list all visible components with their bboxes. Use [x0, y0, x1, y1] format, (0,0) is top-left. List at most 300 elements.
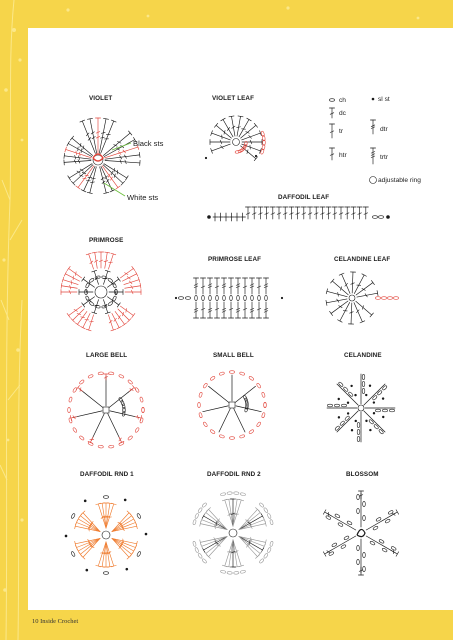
stitch-stroke [88, 527, 89, 531]
chain-stitch [223, 295, 226, 300]
centre-ring [229, 402, 235, 408]
chain-stitch [210, 376, 216, 381]
stitch-stroke [91, 182, 95, 183]
chain-stitch [136, 551, 141, 557]
stitch-stroke [209, 509, 227, 529]
pointer-black-sts [112, 143, 131, 150]
stitch-stroke [63, 280, 78, 285]
adjustable-ring [233, 139, 240, 146]
chain-stitch [249, 376, 255, 381]
stitch-stroke [229, 540, 233, 567]
chain-stitch [239, 434, 245, 438]
chain-stitch [108, 278, 114, 283]
chain-stitch [88, 441, 94, 446]
chain-stitch [195, 295, 198, 300]
chain-stitch [112, 283, 117, 289]
key-htr: htr [339, 152, 347, 159]
chain-stitch [203, 383, 208, 389]
chain-stitch [393, 297, 398, 300]
label-blossom: BLOSSOM [346, 471, 379, 478]
chain-stitch [220, 492, 226, 496]
label-large-bell: LARGE BELL [86, 352, 128, 359]
stitch-stroke [72, 138, 93, 155]
stitch-stroke [83, 178, 87, 179]
stitch-stroke [354, 275, 364, 294]
stitch-stroke [338, 292, 339, 296]
chain-stitch [357, 436, 360, 441]
slip-stitch [347, 412, 349, 414]
stitch-stroke [117, 170, 118, 174]
chain-stitch [219, 434, 225, 438]
chain-stitch [327, 404, 332, 407]
chain-stitch [203, 422, 208, 428]
label-violet: VIOLET [89, 95, 113, 102]
chain-stitch [357, 429, 360, 434]
chain-stitch [258, 295, 261, 300]
slip-stitch [373, 412, 375, 414]
chain-stitch [79, 379, 85, 384]
chain-stitch [219, 372, 225, 376]
stitch-stroke [89, 315, 94, 330]
chain-stitch [385, 519, 391, 524]
stitch-stroke [122, 312, 123, 316]
stitch-stroke [126, 308, 127, 312]
slip-stitch [355, 420, 357, 422]
label-small-bell: SMALL BELL [213, 352, 254, 359]
key-dc: dc [339, 110, 346, 117]
chain-stitch [328, 551, 334, 556]
chain-stitch [198, 507, 203, 513]
chain-stitch [193, 541, 197, 547]
stitch-stroke [242, 133, 261, 140]
chain-stitch [202, 502, 207, 508]
chain-stitch [229, 437, 234, 440]
chain-stitch [85, 283, 90, 289]
stitch-stroke [233, 540, 237, 567]
stitch-stroke [116, 186, 120, 189]
stitch-stroke [124, 280, 139, 285]
stitch-stroke [105, 252, 108, 268]
chain-stitch [127, 435, 133, 440]
stitch-stroke [106, 179, 109, 182]
stitch-stroke [204, 537, 227, 551]
stitch-stroke [112, 519, 134, 532]
stitch-stroke [106, 542, 114, 566]
chain-stitch [338, 522, 344, 527]
stitch-stroke [246, 131, 250, 133]
chain-stitch [220, 570, 226, 574]
stitch-stroke [251, 537, 252, 541]
chain-stitch [118, 374, 124, 379]
stitch-stroke [106, 542, 110, 567]
stitch-stroke [236, 406, 261, 412]
centre-ring [103, 407, 109, 413]
chain-stitch [375, 297, 380, 300]
stitch-stroke [338, 320, 343, 322]
slip-stitch [373, 401, 375, 403]
stitch-stroke [73, 309, 84, 320]
chain-stitch [389, 409, 394, 412]
stitch-stroke [118, 309, 129, 320]
chain-stitch [357, 494, 360, 499]
chain-stitch [68, 407, 71, 412]
stitch-stroke [331, 301, 348, 313]
chain-stitch [238, 149, 244, 154]
slip-stitch [365, 420, 367, 422]
chain-stitch [244, 295, 247, 300]
label-primrose-leaf: PRIMROSE LEAF [208, 256, 262, 263]
stitch-stroke [356, 283, 373, 295]
stitch-stroke [123, 539, 124, 543]
chain-stitch [341, 544, 347, 549]
chain-stitch [256, 383, 261, 389]
violet-diagram [64, 118, 140, 196]
stitch-stroke [102, 542, 106, 567]
violet-leaf-diagram [205, 116, 265, 161]
stitch-stroke [117, 141, 121, 143]
chain-stitch [85, 296, 90, 302]
stitch-stroke [114, 168, 115, 172]
stitch-stroke [82, 303, 85, 307]
chain-stitch [227, 492, 232, 495]
stitch-stroke [323, 552, 326, 557]
stitch-stroke [117, 326, 122, 328]
label-celandine-leaf: CELANDINE LEAF [334, 256, 391, 263]
stitch-stroke [64, 153, 65, 158]
slip-stitch [86, 569, 89, 572]
slip-stitch [369, 429, 371, 431]
adjustable-ring [95, 286, 107, 298]
stitch-stroke [223, 119, 233, 136]
chain-stitch [178, 297, 183, 300]
chain-stitch [140, 418, 144, 424]
stitch-key [329, 98, 376, 184]
stitch-stroke [132, 266, 135, 270]
stitch-stroke [64, 160, 91, 162]
chain-stitch [209, 295, 212, 300]
stitch-stroke [209, 537, 227, 557]
stitch-stroke [239, 509, 257, 529]
slip-stitch [126, 568, 129, 571]
chain-stitch [270, 519, 274, 525]
celandine-leaf-diagram [326, 272, 399, 324]
chain-stitch [381, 297, 386, 300]
chain-stitch [198, 402, 201, 407]
chain-stitch [72, 427, 77, 433]
chain-stitch [244, 398, 248, 404]
chain-stitch [193, 519, 197, 525]
adjustable-ring [370, 177, 377, 184]
slip-stitch [350, 385, 352, 387]
stitch-stroke [229, 499, 233, 526]
slip-stitch [281, 297, 283, 299]
stitch-stroke [73, 411, 102, 418]
stitch-stroke [105, 160, 140, 162]
slip-stitch [175, 297, 177, 299]
stitch-stroke [132, 313, 135, 317]
chain-stitch [120, 400, 124, 406]
slip-stitch [365, 394, 367, 396]
stitch-stroke [108, 414, 121, 441]
stitch-stroke [247, 118, 252, 121]
chain-stitch [239, 372, 245, 376]
stitch-stroke [216, 125, 231, 138]
slip-stitch [255, 155, 257, 157]
stitch-stroke [91, 178, 95, 179]
chain-stitch [267, 547, 272, 553]
stitch-stroke [221, 146, 224, 149]
stitch-stroke [249, 135, 252, 138]
chain-stitch [263, 507, 268, 513]
stitch-stroke [215, 525, 216, 529]
chain-stitch [363, 501, 366, 506]
stitch-stroke [340, 302, 350, 321]
stitch-stroke [396, 510, 399, 515]
stitch-stroke [108, 254, 113, 269]
stitch-stroke [117, 277, 120, 281]
chain-stitch [270, 541, 274, 547]
chain-stitch [142, 407, 145, 412]
stitch-stroke [75, 323, 79, 326]
stitch-stroke [212, 133, 231, 140]
chain-stitch [71, 513, 76, 519]
chain-stitch [265, 295, 268, 300]
stitch-stroke [61, 283, 62, 288]
adjustable-ring [229, 529, 237, 537]
label-daffodil-rnd1: DAFFODIL RND 1 [80, 471, 134, 478]
slip-stitch [347, 402, 349, 404]
annotation-black-sts: Black sts [133, 139, 164, 148]
daffodil-rnd1-diagram [65, 496, 148, 575]
key-dtr: dtr [380, 126, 388, 133]
chain-stitch [357, 545, 360, 550]
chain-stitch [140, 397, 144, 403]
stitch-stroke [77, 313, 81, 314]
stitch-stroke [98, 504, 106, 528]
blossom-centre [357, 529, 365, 536]
chain-stitch [261, 412, 265, 418]
stitch-stroke [396, 552, 399, 557]
slip-stitch [145, 533, 148, 536]
large-bell-diagram [68, 372, 145, 449]
chain-stitch [227, 571, 232, 574]
stitch-stroke [81, 190, 86, 192]
stitch-stroke [351, 303, 352, 324]
stitch-stroke [323, 510, 326, 515]
stitch-stroke [122, 323, 126, 326]
stitch-stroke [362, 274, 367, 276]
stitch-stroke [209, 386, 229, 402]
chain-stitch [259, 558, 264, 564]
stitch-stroke [330, 311, 333, 315]
stitch-stroke [105, 147, 138, 158]
chain-stitch [261, 392, 265, 398]
chain-stitch [89, 278, 95, 283]
stitch-stroke [85, 175, 89, 176]
stitch-stroke [92, 252, 97, 253]
stitch-stroke [114, 145, 118, 147]
chain-stitch [136, 513, 141, 519]
stitch-stroke [89, 254, 94, 269]
stitch-stroke [345, 283, 348, 286]
stitch-stroke [325, 550, 332, 554]
chain-stitch [347, 520, 353, 525]
chain-stitch [267, 513, 272, 519]
chain-stitch [127, 379, 133, 384]
chain-stitch [379, 539, 385, 544]
stitch-stroke [239, 516, 262, 530]
annotation-white-sts: White sts [127, 193, 159, 202]
chain-stitch [362, 381, 365, 386]
chain-stitch [372, 216, 377, 219]
slip-stitch [382, 416, 384, 418]
key-ch: ch [339, 97, 346, 104]
slip-stitch [207, 215, 211, 219]
stitch-stroke [233, 540, 241, 566]
slip-stitch [338, 416, 340, 418]
slip-stitch [124, 499, 127, 502]
chain-stitch [185, 297, 190, 300]
chain-stitch [382, 409, 387, 412]
stitch-stroke [64, 272, 66, 277]
chain-stitch [373, 526, 379, 531]
stitch-stroke [229, 116, 234, 117]
stitch-stroke [234, 409, 245, 432]
chain-stitch [259, 502, 264, 508]
chain-stitch [378, 216, 383, 219]
chain-stitch [198, 553, 203, 559]
chain-stitch [240, 570, 246, 574]
stitch-stroke [86, 133, 89, 136]
chain-stitch [89, 301, 95, 306]
stitch-stroke [81, 326, 86, 328]
slip-stitch [386, 215, 390, 219]
chain-stitch [363, 515, 366, 520]
slip-stitch [369, 385, 371, 387]
chain-stitch [243, 395, 248, 401]
stitch-stroke [106, 503, 110, 528]
stitch-stroke [79, 389, 102, 408]
chain-stitch [357, 559, 360, 564]
chain-stitch [234, 571, 239, 574]
chain-stitch [103, 572, 108, 575]
chain-stitch [109, 445, 115, 448]
stitch-stroke [79, 175, 83, 177]
stitch-stroke [108, 315, 113, 330]
stitch-stroke [221, 118, 226, 121]
label-celandine: CELANDINE [344, 352, 382, 359]
chain-stitch [363, 552, 366, 557]
key-sl-st: sl st [378, 96, 390, 103]
stitch-stroke [88, 137, 91, 140]
stitch-stroke [105, 252, 110, 253]
stitch-stroke [110, 190, 115, 192]
stitch-stroke [61, 286, 77, 289]
chain-stitch [249, 429, 255, 434]
stitch-stroke [105, 155, 140, 159]
chain-stitch [230, 295, 233, 300]
chain-stitch [263, 553, 268, 559]
label-daffodil-leaf: DAFFODIL LEAF [278, 194, 330, 201]
chain-stitch [202, 295, 205, 300]
chain-stitch [109, 372, 115, 375]
stitch-stroke [356, 310, 359, 313]
stitch-stroke [81, 317, 85, 318]
stitch-stroke [233, 499, 237, 526]
slip-stitch [372, 98, 375, 101]
chain-stitch [334, 404, 339, 407]
small-bell-diagram [198, 371, 267, 440]
chain-stitch [334, 513, 340, 518]
stitch-stroke [352, 272, 353, 293]
chain-stitch [69, 397, 73, 403]
chain-stitch [71, 551, 76, 557]
chain-stitch [118, 441, 124, 446]
chain-stitch [264, 402, 267, 407]
slip-stitch [351, 429, 353, 431]
stitch-stroke [78, 539, 100, 552]
slip-stitch [84, 500, 87, 503]
chain-stitch [240, 492, 246, 496]
stitch-stroke [117, 303, 120, 307]
chain-stitch [331, 542, 337, 547]
stitch-stroke [139, 152, 140, 157]
slip-stitch [382, 397, 384, 399]
chain-stitch [199, 392, 203, 398]
stitch-stroke [238, 116, 243, 117]
chain-stitch [210, 429, 216, 434]
blossom-diagram [323, 491, 398, 575]
chain-stitch [122, 411, 126, 417]
chain-stitch [256, 422, 261, 428]
primrose-diagram [61, 252, 141, 331]
chain-stitch [357, 422, 360, 427]
label-violet-leaf: VIOLET LEAF [212, 95, 255, 102]
celandine-diagram [327, 374, 395, 442]
chain-stitch [112, 296, 117, 302]
adjustable-ring [358, 405, 364, 411]
chain-stitch [329, 99, 334, 102]
slip-stitch [354, 394, 356, 396]
slip-stitch [65, 535, 68, 538]
chain-stitch [135, 427, 140, 433]
chain-stitch [341, 404, 346, 407]
chain-stitch [251, 295, 254, 300]
stitch-stroke [239, 537, 257, 557]
stitch-stroke [327, 291, 347, 296]
adjustable-ring [102, 531, 110, 539]
adjustable-ring [349, 295, 355, 301]
stitch-stroke [82, 172, 86, 174]
stitch-stroke [75, 272, 76, 276]
stitch-stroke [105, 176, 108, 179]
chain-stitch [108, 301, 114, 306]
chain-stitch [244, 407, 248, 413]
stitch-stroke [68, 176, 71, 180]
chain-stitch [69, 418, 73, 424]
stitch-stroke [120, 306, 133, 315]
stitch-stroke [67, 266, 70, 270]
label-primrose: PRIMROSE [89, 237, 124, 244]
chain-stitch [235, 150, 241, 153]
primrose-leaf-diagram [175, 278, 283, 318]
stitch-stroke [140, 283, 141, 288]
stitch-stroke [225, 500, 233, 526]
chain-stitch [195, 513, 200, 519]
stitch-stroke [91, 414, 104, 441]
chain-stitch [103, 496, 108, 499]
chain-stitch [388, 510, 394, 515]
